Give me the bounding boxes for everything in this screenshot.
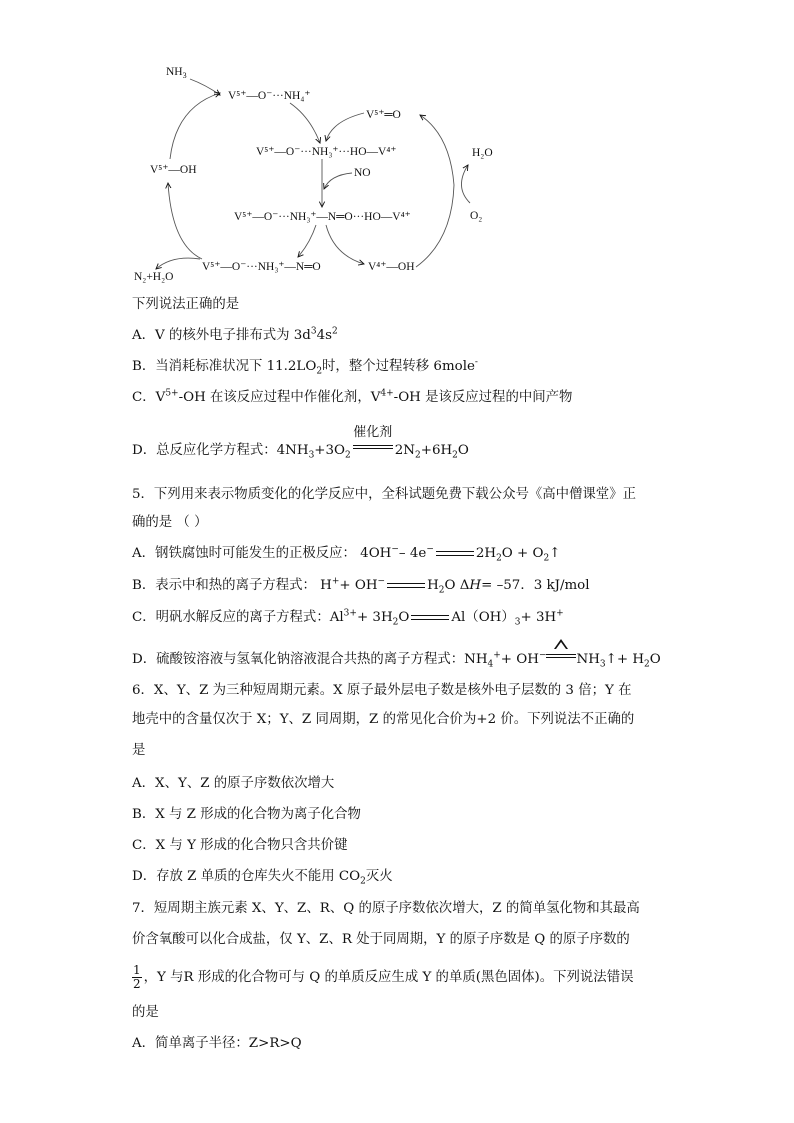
heat-equals-sign (546, 647, 576, 663)
q7-stem-line4: 的是 (132, 1005, 159, 1020)
arrow-nh3-in (190, 79, 220, 95)
q7-stem-line3: $\frac{1}{2}$ ，Y 与R 形成的化合物可与 Q 的单质反应生成 Y 的单质(黑色固体)。下列说法错误 (133, 963, 634, 991)
q6-option-a: A．X、Y、Z 的原子序数依次增大 (132, 776, 335, 791)
q6-stem-line2: 地壳中的含量仅次于 X；Y、Z 同周期，Z 的常见化合价为+2 价。下列说法不正确的 (132, 712, 635, 727)
q5-option-b: B．表示中和热的离子方程式： H++ OH− $H_2O$ ΔH= –57．3 kJ/mol (132, 576, 590, 596)
intermediate-2-label: V⁵⁺—O⁻···NH₃⁺—N═O···HO—V⁴⁺ (234, 211, 411, 223)
q4-option-a: A．V 的核外电子排布式为 $3d^34s^2$ (132, 326, 338, 343)
q4-option-d: D．总反应化学方程式：$4NH_3+3O_2$ 催化剂 $2N_2+6H_2O$ (132, 425, 469, 461)
q6-option-c: C．X 与 Y 形成的化合物只含共价键 (132, 838, 348, 853)
q5-option-d: D．硫酸铵溶液与氢氧化钠溶液混合共热的离子方程式：$NH_4^++ OH^-$ $NH_3↑+ H_2O$ (132, 647, 661, 669)
arrow-top-to-mid1 (290, 103, 320, 143)
q6-stem-line1: 6．X、Y、Z 为三种短周期元素。X 原子最外层电子数是核外电子层数的 3 倍；Y 在 (132, 683, 632, 698)
arrow-n2h2o-out (156, 258, 200, 269)
q7-option-a: A．简单离子半径：Z>R>Q (132, 1036, 302, 1051)
arrow-v4oh-to-v5oxo (416, 115, 454, 267)
q5-option-a: A．钢铁腐蚀时可能发生的正极反应： 4OH−– 4e− $2H_2O$ + $O_2↑$ (132, 544, 561, 564)
h2o-label: H₂O (472, 147, 493, 159)
q4-option-c: C．$V^{5+}-OH$ 在该反应过程中作催化剂，$V^{4+}-OH$ 是该反应过程的中间产物 (132, 388, 573, 405)
cycle-arrows (156, 79, 470, 269)
arrow-v5oxo-to-mid1 (326, 113, 364, 141)
q7-stem-line2: 价含氧酸可以化合成盐，仅 Y、Z、R 处于同周期，Y 的原子序数是 Q 的原子序数的 (132, 932, 630, 947)
intermediate-1-label: V⁵⁺—O⁻···NH₃⁺···HO—V⁴⁺ (256, 146, 397, 158)
bottom-complex-label: V⁵⁺—O⁻···NH₃⁺—N═O (202, 261, 321, 273)
q7-stem-line1: 7．短周期主族元素 X、Y、Z、R、Q 的原子序数依次增大，Z 的简单氢化物和其最高 (132, 901, 640, 916)
arrow-v5oh-to-top (170, 93, 220, 159)
arrow-mid2-to-v4oh (326, 225, 364, 264)
v5-oh-label: V⁵⁺—OH (150, 164, 197, 176)
no-label: NO (354, 167, 371, 179)
arrow-bottom-to-v5oh (168, 183, 202, 259)
q5-stem-line2: 确的是 （ ） (132, 515, 208, 530)
q5-option-c: C．明矾水解反应的离子方程式：$Al^{3+}+ 3H_2O$ $Al(OH)_3+ 3H^+$ (132, 608, 564, 628)
reaction-cycle-diagram (120, 55, 540, 295)
q5-stem-line1: 5．下列用来表示物质变化的化学反应中，全科试题免费下载公众号《高中僧课堂》正 (132, 487, 636, 502)
catalyst-equals-sign: 催化剂 (351, 436, 395, 454)
v5-oxo-label: V⁵⁺═O (366, 109, 401, 121)
q6-option-b: B．X 与 Z 形成的化合物为离子化合物 (132, 807, 361, 822)
arrow-mid2-to-bottom (298, 225, 316, 257)
q6-stem-line3: 是 (132, 743, 146, 758)
one-half-fraction: $\frac{1}{2}$ (133, 963, 141, 991)
q4-stem: 下列说法正确的是 (132, 297, 240, 312)
q4-option-b: B．当消耗标准状况下 $11.2LO_2$时，整个过程转移 6mole- (132, 357, 478, 377)
arrow-no-in (324, 173, 352, 189)
q6-option-d: D．存放 Z 单质的仓库失火不能用 $CO_2$灭火 (132, 869, 393, 887)
o2-label: O₂ (470, 210, 483, 222)
n2-h2o-label: N₂+H₂O (134, 271, 174, 283)
v4-oh-label: V⁴⁺—OH (368, 261, 415, 273)
top-complex-label: V⁵⁺—O⁻···NH₄⁺ (228, 90, 311, 102)
nh3-label: $NH_3$ (166, 66, 187, 80)
arrow-h2o-o2 (461, 165, 470, 203)
